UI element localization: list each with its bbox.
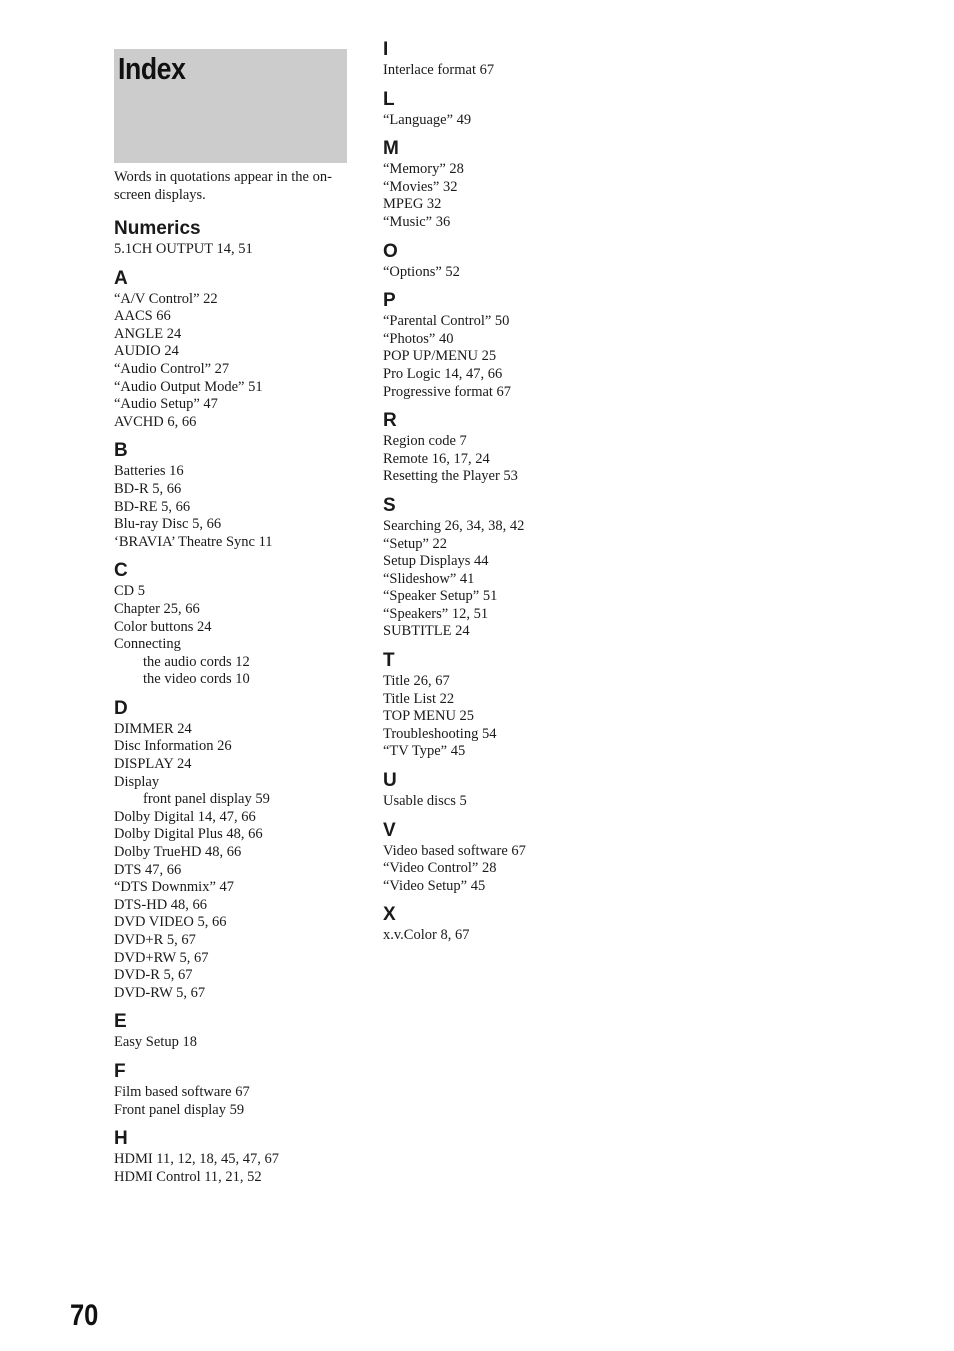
index-section	[383, 769, 633, 811]
index-entry: “Setup” 22	[383, 535, 448, 552]
index-section	[114, 217, 364, 259]
index-entry: AVCHD 6, 66	[114, 413, 197, 430]
index-column-left	[114, 217, 364, 1194]
index-entry: HDMI 11, 12, 18, 45, 47, 67	[114, 1151, 280, 1168]
index-entry: Video based software 67	[383, 842, 526, 859]
index-entry: POP UP/MENU 25	[383, 348, 497, 365]
index-intro-note: Words in quotations appear in the on-screen displays.	[114, 169, 332, 203]
section-heading: F	[114, 1060, 126, 1082]
index-entry: “Video Setup” 45	[383, 877, 486, 894]
index-entry: Connecting	[114, 636, 181, 653]
section-heading: C	[114, 560, 128, 582]
index-entry: Film based software 67	[114, 1083, 250, 1100]
index-entry: “Video Control” 28	[383, 860, 497, 877]
index-entry: “Options” 52	[383, 263, 460, 280]
index-entry: Interlace format 67	[383, 62, 495, 78]
index-entry: Remote 16, 17, 24	[383, 450, 490, 467]
section-heading: U	[383, 770, 397, 792]
index-entry: Chapter 25, 66	[114, 600, 200, 617]
index-section	[383, 240, 633, 282]
index-entry: Title 26, 67	[383, 673, 450, 690]
section-heading: R	[383, 410, 397, 432]
section-heading: E	[114, 1011, 127, 1033]
index-column-right	[383, 38, 633, 953]
section-heading: P	[383, 290, 396, 312]
index-entry: AUDIO 24	[114, 343, 179, 360]
index-entry: DTS 47, 66	[114, 861, 182, 878]
index-entry: Dolby Digital 14, 47, 66	[114, 808, 256, 825]
index-entry: “A/V Control” 22	[114, 290, 218, 307]
index-section	[383, 88, 633, 130]
index-entry: TOP MENU 25	[383, 708, 475, 725]
section-heading: L	[383, 88, 395, 110]
index-section	[114, 267, 364, 432]
index-entry: “TV Type” 45	[383, 743, 466, 760]
section-heading: M	[383, 138, 399, 160]
index-entry: “Memory” 28	[383, 161, 464, 178]
index-section	[383, 137, 633, 231]
index-entry: Progressive format 67	[383, 383, 512, 400]
section-heading: B	[114, 440, 128, 462]
index-section	[383, 289, 633, 401]
index-entry: Front panel display 59	[114, 1101, 245, 1118]
index-entry: Usable discs 5	[383, 793, 467, 810]
index-subentry: the audio cords 12	[143, 653, 250, 670]
index-entry: DVD-RW 5, 67	[114, 984, 206, 1001]
page-number: 70	[70, 1299, 99, 1332]
section-heading: D	[114, 697, 128, 719]
index-section	[383, 819, 633, 896]
index-section	[114, 1127, 364, 1186]
index-entry: “Movies” 32	[383, 178, 458, 195]
index-section	[383, 38, 633, 80]
index-entry: SUBTITLE 24	[383, 623, 470, 640]
section-heading: I	[383, 39, 389, 60]
index-entry: ‘BRAVIA’ Theatre Sync 11	[114, 533, 273, 550]
index-entry: BD-RE 5, 66	[114, 498, 191, 515]
index-entry: Color buttons 24	[114, 618, 212, 635]
index-entry: x.v.Color 8, 67	[383, 927, 470, 944]
index-entry: “Audio Control” 27	[114, 360, 230, 377]
index-entry: Title List 22	[383, 690, 455, 707]
index-entry: BD-R 5, 66	[114, 480, 182, 497]
index-entry: Disc Information 26	[114, 738, 232, 755]
index-entry: Setup Displays 44	[383, 553, 489, 570]
index-section	[114, 1010, 364, 1052]
index-section	[114, 439, 364, 551]
section-heading: T	[383, 650, 395, 672]
index-entry: “Audio Output Mode” 51	[114, 378, 263, 395]
index-entry: Dolby Digital Plus 48, 66	[114, 826, 263, 843]
index-entry: DVD-R 5, 67	[114, 967, 193, 984]
index-entry: DVD+R 5, 67	[114, 932, 196, 948]
index-entry: “Parental Control” 50	[383, 313, 510, 330]
index-entry: AACS 66	[114, 308, 171, 325]
index-entry: “Speakers” 12, 51	[383, 605, 489, 622]
index-entry: Resetting the Player 53	[383, 468, 518, 485]
section-heading: S	[383, 494, 396, 516]
index-section	[114, 697, 364, 1003]
index-entry: “Speaker Setup” 51	[383, 588, 498, 605]
index-entry: Region code 7	[383, 433, 467, 450]
section-heading: Numerics	[114, 218, 201, 239]
index-subentry: front panel display 59	[143, 791, 270, 808]
index-section	[383, 494, 633, 641]
index-entry: “Audio Setup” 47	[114, 396, 218, 413]
index-entry: 5.1CH OUTPUT 14, 51	[114, 241, 253, 257]
section-heading: H	[114, 1128, 128, 1150]
index-entry: HDMI Control 11, 21, 52	[114, 1168, 262, 1185]
index-section	[383, 649, 633, 761]
section-heading: O	[383, 240, 398, 262]
index-entry: DISPLAY 24	[114, 756, 192, 773]
index-section	[383, 409, 633, 486]
index-entry: “Photos” 40	[383, 330, 454, 347]
index-title-box	[114, 49, 347, 163]
index-entry: CD 5	[114, 583, 146, 600]
index-entry: DIMMER 24	[114, 720, 192, 737]
index-entry: “Slideshow” 41	[383, 570, 475, 587]
index-entry: “Music” 36	[383, 213, 451, 230]
index-entry: DVD+RW 5, 67	[114, 949, 209, 966]
index-section	[383, 903, 633, 945]
index-entry: DVD VIDEO 5, 66	[114, 914, 227, 931]
index-entry: Dolby TrueHD 48, 66	[114, 844, 242, 861]
index-entry: ANGLE 24	[114, 325, 182, 342]
index-section	[114, 559, 364, 689]
index-entry: Blu-ray Disc 5, 66	[114, 516, 222, 533]
index-entry: Searching 26, 34, 38, 42	[383, 517, 525, 534]
index-entry: DTS-HD 48, 66	[114, 896, 208, 913]
index-section	[114, 1060, 364, 1119]
section-heading: X	[383, 904, 396, 926]
index-entry: Pro Logic 14, 47, 66	[383, 365, 503, 382]
index-entry: Batteries 16	[114, 463, 184, 480]
index-entry: “Language” 49	[383, 111, 472, 128]
section-heading: A	[114, 267, 128, 289]
index-entry: Easy Setup 18	[114, 1034, 197, 1051]
index-subentry: the video cords 10	[143, 671, 250, 688]
index-entry: MPEG 32	[383, 196, 442, 213]
index-entry: “DTS Downmix” 47	[114, 879, 235, 896]
index-entry: Display	[114, 773, 160, 790]
page-title: Index	[118, 51, 186, 86]
section-heading: V	[383, 819, 396, 841]
index-entry: Troubleshooting 54	[383, 725, 497, 742]
